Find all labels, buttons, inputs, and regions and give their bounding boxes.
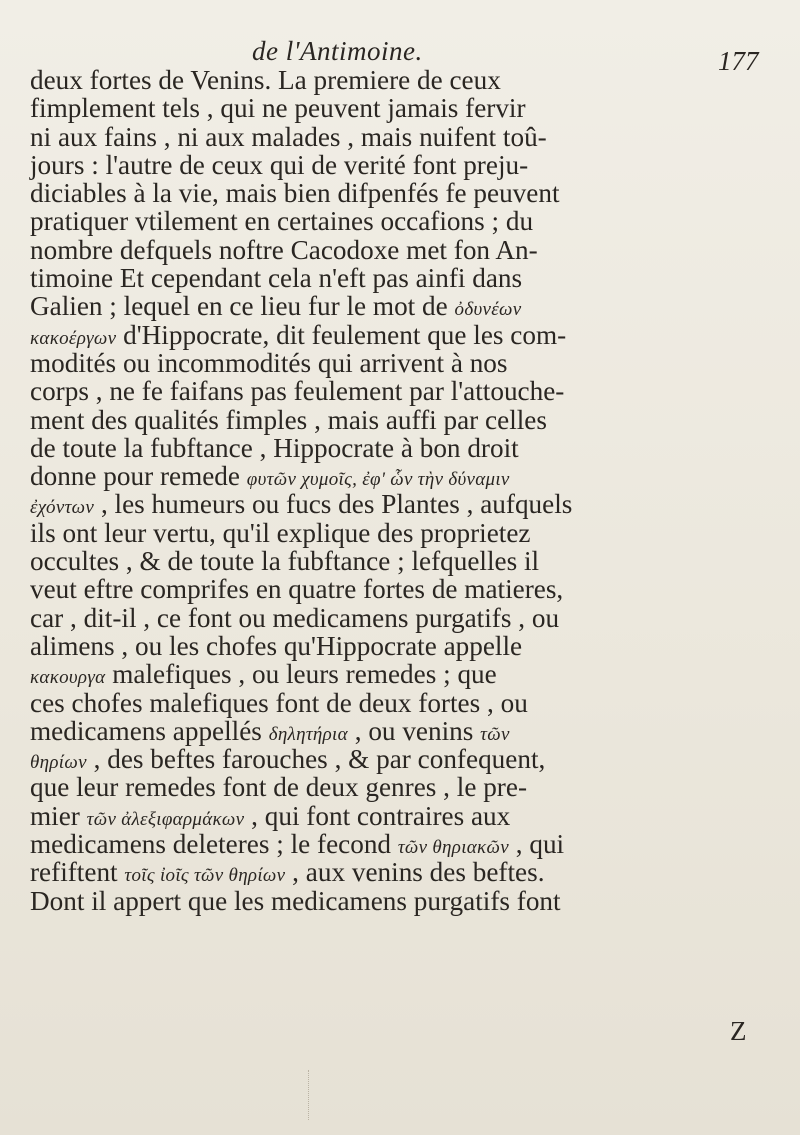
text-segment: , qui font contraires aux xyxy=(244,800,511,831)
text-segment: Galien ; lequel en ce lieu fur le mot de xyxy=(30,291,455,322)
text-line xyxy=(30,207,790,235)
greek-phrase: ὀδυνέων xyxy=(454,299,522,321)
text-line xyxy=(30,689,790,717)
greek-phrase: τοῖς ἰοῖς τῶν θηρίων xyxy=(124,865,286,887)
text-line xyxy=(30,632,790,660)
text-segment: corps , ne fe faifans pas feulement par l'attouche- xyxy=(30,376,565,407)
text-segment: nombre defquels noftre Cacodoxe met fon An- xyxy=(30,234,538,265)
greek-phrase: δηλητήρια xyxy=(268,723,348,745)
page-number: 177 xyxy=(718,46,759,76)
text-segment: alimens , ou les chofes qu'Hippocrate appelle xyxy=(30,630,523,661)
text-line xyxy=(30,236,790,264)
text-line xyxy=(30,123,790,151)
text-segment: medicamens appellés xyxy=(30,715,269,746)
text-segment: medicamens deleteres ; le fecond xyxy=(30,829,398,860)
text-segment: Dont il appert que les medicamens purgatifs font xyxy=(30,885,561,916)
text-line xyxy=(30,151,790,179)
text-line xyxy=(30,349,790,377)
text-segment: car , dit-il , ce font ou medicamens purgatifs , ou xyxy=(30,602,560,633)
text-segment: , aux venins des beftes. xyxy=(285,857,545,888)
text-line xyxy=(30,490,790,518)
text-line xyxy=(30,519,790,547)
running-head: de l'Antimoine. xyxy=(252,36,423,66)
text-segment: ces chofes malefiques font de deux fortes , ou xyxy=(30,687,528,718)
greek-phrase: θηρίων xyxy=(30,752,87,774)
text-line xyxy=(30,94,790,122)
text-line xyxy=(30,547,790,575)
text-line xyxy=(30,434,790,462)
greek-phrase: τῶν θηριακῶν xyxy=(397,837,509,859)
text-segment: pratiquer vtilement en certaines occafions ; du xyxy=(30,206,534,237)
text-segment: ment des qualités fimples , mais auffi par celles xyxy=(30,404,547,435)
text-line xyxy=(30,802,790,830)
text-segment: diciables à la vie, mais bien difpenfés fe peuvent xyxy=(30,178,560,209)
text-segment: , ou venins xyxy=(347,715,481,746)
text-segment: mier xyxy=(30,800,87,831)
greek-phrase: κακοέργων xyxy=(30,327,117,349)
text-line xyxy=(30,660,790,688)
text-line xyxy=(30,321,790,349)
text-segment: modités ou incommodités qui arrivent à nos xyxy=(30,347,508,378)
text-line xyxy=(30,745,790,773)
text-line xyxy=(30,887,790,915)
text-segment: , les humeurs ou fucs des Plantes , aufquels xyxy=(94,489,573,520)
text-line xyxy=(30,292,790,320)
text-line xyxy=(30,462,790,490)
text-segment: jours : l'autre de ceux qui de verité font preju- xyxy=(30,149,529,180)
text-line xyxy=(30,717,790,745)
greek-phrase: φυτῶν χυμοῖς, ἐφ' ὧν τὴν δύναμιν xyxy=(246,469,510,491)
text-line xyxy=(30,830,790,858)
text-segment: timoine Et cependant cela n'eft pas ainfi dans xyxy=(30,263,523,294)
greek-phrase: ἐχόντων xyxy=(30,497,95,519)
text-line xyxy=(30,773,790,801)
greek-phrase: τῶν ἀλεξιφαρμάκων xyxy=(86,808,245,830)
greek-phrase: τῶν xyxy=(480,723,510,745)
text-line xyxy=(30,66,790,94)
greek-phrase: κακουργα xyxy=(30,667,106,689)
text-segment: veut eftre comprifes en quatre fortes de matieres, xyxy=(30,574,564,605)
text-segment: ils ont leur vertu, qu'il explique des proprietez xyxy=(30,517,531,548)
text-segment: que leur remedes font de deux genres , le pre- xyxy=(30,772,528,803)
text-segment: occultes , & de toute la fubftance ; lefquelles il xyxy=(30,546,540,577)
text-segment: malefiques , ou leurs remedes ; que xyxy=(105,659,497,690)
text-line xyxy=(30,179,790,207)
text-line xyxy=(30,604,790,632)
text-line xyxy=(30,377,790,405)
text-segment: , qui xyxy=(508,829,565,860)
page-edge-mark xyxy=(308,1070,310,1120)
text-line xyxy=(30,575,790,603)
text-line xyxy=(30,406,790,434)
text-segment: donne pour remede xyxy=(30,461,247,492)
text-segment: de toute la fubftance , Hippocrate à bon droit xyxy=(30,432,519,463)
text-segment: ni aux fains , ni aux malades , mais nuifent toû- xyxy=(30,121,547,152)
text-segment: d'Hippocrate, dit feulement que les com- xyxy=(116,319,567,350)
text-segment: deux fortes de Venins. La premiere de ceux xyxy=(30,65,501,95)
text-segment: , des beftes farouches , & par confequent, xyxy=(86,744,546,775)
text-segment: fimplement tels , qui ne peuvent jamais fervir xyxy=(30,93,526,124)
text-segment: refiftent xyxy=(30,857,125,888)
text-line xyxy=(30,858,790,886)
body-text xyxy=(30,66,790,915)
text-line xyxy=(30,264,790,292)
signature-mark: Z xyxy=(730,1016,747,1046)
